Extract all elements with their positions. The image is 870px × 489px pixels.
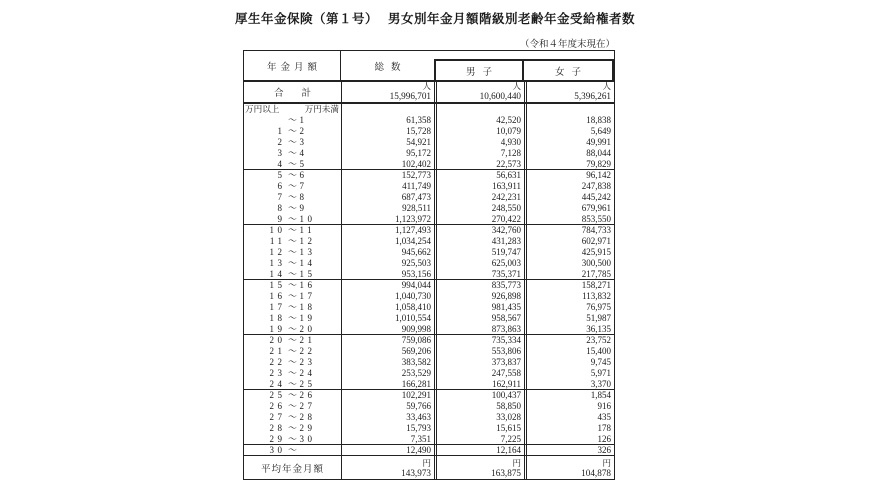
total-value: 928,511	[341, 203, 434, 214]
female-value: 113,832	[524, 291, 614, 302]
male-value: 926,898	[434, 291, 524, 302]
empty-cell	[341, 104, 434, 115]
range-upper-bound: 5	[299, 159, 308, 169]
male-value: 242,231	[434, 192, 524, 203]
total-total-cell	[341, 82, 434, 102]
total-total-value: 15,996,701	[389, 91, 431, 101]
average-row-label: 平均年金月額	[260, 464, 324, 475]
total-value: 12,490	[341, 445, 434, 455]
range-row	[244, 401, 614, 412]
female-value: 88,044	[524, 148, 614, 159]
range-lower-bound: 12	[269, 247, 286, 257]
male-value: 270,422	[434, 214, 524, 224]
range-label	[244, 214, 341, 224]
range-upper-bound: 14	[299, 258, 316, 268]
tilde-separator: ～	[287, 412, 297, 422]
total-value: 1,040,730	[341, 291, 434, 302]
total-value: 411,749	[341, 181, 434, 192]
average-male-value: 163,875	[491, 468, 521, 478]
person-unit: 人	[602, 82, 611, 91]
total-value: 945,662	[341, 247, 434, 258]
range-row	[244, 313, 614, 324]
female-value: 158,271	[524, 280, 614, 291]
tilde-separator: ～	[287, 269, 297, 279]
range-row	[244, 225, 614, 236]
yen-unit: 円	[422, 458, 431, 468]
total-value: 909,998	[341, 324, 434, 334]
range-label	[244, 280, 341, 291]
range-lower-bound: 18	[269, 313, 286, 323]
male-value: 4,930	[434, 137, 524, 148]
female-value: 445,242	[524, 192, 614, 203]
total-value: 33,463	[341, 412, 434, 423]
range-label	[244, 181, 341, 192]
range-row	[244, 357, 614, 368]
tilde-separator: ～	[287, 126, 297, 136]
female-value: 679,961	[524, 203, 614, 214]
range-upper-bound: 18	[299, 302, 316, 312]
male-value: 373,837	[434, 357, 524, 368]
range-row	[244, 170, 614, 181]
range-row	[244, 423, 614, 434]
range-label	[244, 324, 341, 334]
tilde-separator: ～	[287, 148, 297, 158]
range-lower-bound: 21	[269, 346, 286, 356]
range-unit-labels	[244, 104, 341, 115]
range-upper-bound: 27	[299, 401, 316, 411]
range-label	[244, 137, 341, 148]
range-lower-bound: 3	[277, 148, 286, 158]
range-label	[244, 203, 341, 214]
male-value: 247,558	[434, 368, 524, 379]
range-row	[244, 434, 614, 445]
female-value: 49,991	[524, 137, 614, 148]
range-lower-bound: 26	[269, 401, 286, 411]
total-value: 15,793	[341, 423, 434, 434]
tilde-separator: ～	[287, 445, 297, 455]
range-lower-bound: 8	[277, 203, 286, 213]
total-male-value: 10,600,440	[479, 91, 521, 101]
total-value: 7,351	[341, 434, 434, 444]
range-label	[244, 269, 341, 279]
tilde-separator: ～	[287, 401, 297, 411]
range-label	[244, 390, 341, 401]
range-row	[244, 280, 614, 291]
total-value: 1,010,554	[341, 313, 434, 324]
total-value: 15,728	[341, 126, 434, 137]
tilde-separator: ～	[287, 379, 297, 389]
range-upper-bound: 4	[299, 148, 308, 158]
total-value: 569,206	[341, 346, 434, 357]
total-value: 1,058,410	[341, 302, 434, 313]
female-value: 247,838	[524, 181, 614, 192]
range-lower-bound: 5	[277, 170, 286, 180]
range-label	[244, 148, 341, 159]
range-lower-bound: 13	[269, 258, 286, 268]
range-unit-upper: 万円未満	[304, 104, 339, 114]
range-label	[244, 412, 341, 423]
female-value: 5,971	[524, 368, 614, 379]
range-unit-header-row	[244, 104, 614, 115]
range-upper-bound: 19	[299, 313, 316, 323]
female-value: 435	[524, 412, 614, 423]
female-value: 217,785	[524, 269, 614, 279]
tilde-separator: ～	[287, 247, 297, 257]
range-lower-bound: 10	[269, 225, 286, 235]
female-value: 178	[524, 423, 614, 434]
tilde-separator: ～	[287, 225, 297, 235]
female-value: 96,142	[524, 170, 614, 181]
range-row	[244, 346, 614, 357]
total-row	[244, 82, 614, 104]
total-female-value: 5,396,261	[574, 91, 611, 101]
range-label	[244, 258, 341, 269]
title-scheme: 厚生年金保険（第１号）	[234, 12, 378, 26]
range-lower-bound: 27	[269, 412, 286, 422]
male-value: 12,164	[434, 445, 524, 455]
male-value: 835,773	[434, 280, 524, 291]
range-row	[244, 159, 614, 170]
male-value: 431,283	[434, 236, 524, 247]
female-value: 51,987	[524, 313, 614, 324]
range-row	[244, 269, 614, 280]
range-upper-bound: 26	[299, 390, 316, 400]
range-lower-bound: 22	[269, 357, 286, 367]
range-upper-bound: 11	[299, 225, 316, 235]
tilde-separator: ～	[287, 346, 297, 356]
range-label	[244, 445, 341, 455]
range-row	[244, 445, 614, 456]
average-total-cell	[341, 456, 434, 479]
range-label	[244, 368, 341, 379]
total-value: 59,766	[341, 401, 434, 412]
range-upper-bound: 16	[299, 280, 316, 290]
tilde-separator: ～	[287, 159, 297, 169]
total-value: 383,582	[341, 357, 434, 368]
total-value: 61,358	[341, 115, 434, 126]
range-label	[244, 357, 341, 368]
range-row	[244, 302, 614, 313]
tilde-separator: ～	[287, 170, 297, 180]
range-lower-bound: 19	[269, 324, 286, 334]
average-male-cell	[434, 456, 524, 479]
total-value: 166,281	[341, 379, 434, 389]
female-value: 1,854	[524, 390, 614, 401]
tilde-separator: ～	[287, 368, 297, 378]
range-row	[244, 236, 614, 247]
tilde-separator: ～	[287, 302, 297, 312]
pension-table	[243, 50, 615, 480]
tilde-separator: ～	[287, 357, 297, 367]
range-lower-bound: 24	[269, 379, 286, 389]
range-upper-bound: 2	[299, 126, 308, 136]
range-label	[244, 335, 341, 346]
range-upper-bound: 25	[299, 379, 316, 389]
male-value: 873,863	[434, 324, 524, 334]
range-row	[244, 379, 614, 390]
range-row	[244, 291, 614, 302]
range-row	[244, 247, 614, 258]
tilde-separator: ～	[287, 137, 297, 147]
total-value: 953,156	[341, 269, 434, 279]
female-value: 784,733	[524, 225, 614, 236]
range-lower-bound: 25	[269, 390, 286, 400]
female-value: 76,975	[524, 302, 614, 313]
yen-unit: 円	[512, 458, 521, 468]
range-label	[244, 170, 341, 181]
female-value: 36,135	[524, 324, 614, 334]
range-label	[244, 159, 341, 169]
male-value: 56,631	[434, 170, 524, 181]
total-value: 1,127,493	[341, 225, 434, 236]
female-value: 326	[524, 445, 614, 455]
range-upper-bound: 12	[299, 236, 316, 246]
average-female-value: 104,878	[581, 468, 611, 478]
female-value: 9,745	[524, 357, 614, 368]
range-label	[244, 346, 341, 357]
range-lower-bound: 14	[269, 269, 286, 279]
as-of-date-note: （令和４年度末現在）	[519, 40, 615, 50]
range-upper-bound: 24	[299, 368, 316, 378]
total-value: 253,529	[341, 368, 434, 379]
range-lower-bound: 7	[277, 192, 286, 202]
total-male-cell	[434, 82, 524, 102]
range-label	[244, 236, 341, 247]
range-label	[244, 126, 341, 137]
range-upper-bound: 20	[299, 324, 316, 334]
range-label	[244, 313, 341, 324]
total-value: 687,473	[341, 192, 434, 203]
male-value: 7,128	[434, 148, 524, 159]
range-lower-bound: 28	[269, 423, 286, 433]
male-value: 958,567	[434, 313, 524, 324]
range-row	[244, 126, 614, 137]
range-lower-bound: 2	[277, 137, 286, 147]
range-row	[244, 192, 614, 203]
title-subject: 男女別年金月額階級別老齢年金受給権者数	[388, 12, 636, 26]
tilde-separator: ～	[287, 192, 297, 202]
range-upper-bound: 15	[299, 269, 316, 279]
tilde-separator: ～	[287, 181, 297, 191]
range-label	[244, 401, 341, 412]
total-female-cell	[524, 82, 614, 102]
col-header-range: 年金月額	[244, 51, 341, 80]
range-upper-bound	[300, 445, 333, 455]
male-value: 163,911	[434, 181, 524, 192]
gender-group-box	[434, 59, 614, 80]
total-value: 102,291	[341, 390, 434, 401]
range-lower-bound: 23	[269, 368, 286, 378]
female-value: 18,838	[524, 115, 614, 126]
female-value: 126	[524, 434, 614, 444]
male-value: 42,520	[434, 115, 524, 126]
range-lower-bound: 29	[269, 434, 286, 444]
range-row	[244, 214, 614, 225]
range-upper-bound: 7	[299, 181, 308, 191]
range-row	[244, 390, 614, 401]
range-label	[244, 434, 341, 444]
total-value: 54,921	[341, 137, 434, 148]
male-value: 22,573	[434, 159, 524, 169]
range-upper-bound: 10	[299, 214, 316, 224]
female-value: 79,829	[524, 159, 614, 169]
male-value: 519,747	[434, 247, 524, 258]
male-value: 58,850	[434, 401, 524, 412]
range-lower-bound: 1	[277, 126, 286, 136]
total-value: 1,034,254	[341, 236, 434, 247]
female-value: 3,370	[524, 379, 614, 389]
range-row	[244, 324, 614, 335]
col-header-female: 女子	[554, 67, 588, 78]
range-row	[244, 115, 614, 126]
table-body	[244, 115, 614, 456]
male-value: 248,550	[434, 203, 524, 214]
tilde-separator: ～	[287, 324, 297, 334]
range-upper-bound: 22	[299, 346, 316, 356]
female-value: 916	[524, 401, 614, 412]
tilde-separator: ～	[287, 423, 297, 433]
male-value: 33,028	[434, 412, 524, 423]
female-value: 853,550	[524, 214, 614, 224]
person-unit: 人	[512, 82, 521, 91]
total-value: 759,086	[341, 335, 434, 346]
average-row	[244, 456, 614, 479]
tilde-separator: ～	[287, 115, 297, 125]
yen-unit: 円	[602, 458, 611, 468]
range-row	[244, 148, 614, 159]
male-value: 100,437	[434, 390, 524, 401]
range-upper-bound: 30	[299, 434, 316, 444]
tilde-separator: ～	[287, 258, 297, 268]
range-label	[244, 192, 341, 203]
female-value: 602,971	[524, 236, 614, 247]
range-upper-bound: 17	[299, 291, 316, 301]
tilde-separator: ～	[287, 214, 297, 224]
range-label	[244, 115, 341, 126]
range-lower-bound: 11	[269, 236, 286, 246]
empty-cell	[524, 104, 614, 115]
average-total-value: 143,973	[401, 468, 431, 478]
range-label	[244, 291, 341, 302]
range-upper-bound: 29	[299, 423, 316, 433]
col-header-total: 総数	[374, 62, 408, 73]
range-upper-bound: 28	[299, 412, 316, 422]
total-value: 1,123,972	[341, 214, 434, 224]
range-label	[244, 379, 341, 389]
total-row-label: 合計	[273, 89, 329, 99]
average-female-cell	[524, 456, 614, 479]
female-value: 300,500	[524, 258, 614, 269]
male-value: 10,079	[434, 126, 524, 137]
range-row	[244, 203, 614, 214]
page-title	[0, 9, 870, 27]
total-value: 152,773	[341, 170, 434, 181]
range-row	[244, 258, 614, 269]
female-value: 425,915	[524, 247, 614, 258]
range-lower-bound	[253, 115, 286, 126]
range-lower-bound: 15	[269, 280, 286, 290]
range-lower-bound: 20	[269, 335, 286, 345]
range-row	[244, 137, 614, 148]
male-value: 625,003	[434, 258, 524, 269]
total-value: 925,503	[341, 258, 434, 269]
tilde-separator: ～	[287, 280, 297, 290]
range-lower-bound: 4	[277, 159, 286, 169]
range-upper-bound: 23	[299, 357, 316, 367]
tilde-separator: ～	[287, 291, 297, 301]
tilde-separator: ～	[287, 313, 297, 323]
male-value: 981,435	[434, 302, 524, 313]
female-value: 23,752	[524, 335, 614, 346]
male-value: 553,806	[434, 346, 524, 357]
range-row	[244, 368, 614, 379]
range-lower-bound: 17	[269, 302, 286, 312]
range-label	[244, 423, 341, 434]
male-value: 15,615	[434, 423, 524, 434]
tilde-separator: ～	[287, 335, 297, 345]
range-label	[244, 225, 341, 236]
male-value: 162,911	[434, 379, 524, 389]
range-upper-bound: 8	[299, 192, 308, 202]
female-value: 5,649	[524, 126, 614, 137]
total-value: 95,172	[341, 148, 434, 159]
range-unit-lower: 万円以上	[245, 104, 280, 114]
range-row	[244, 181, 614, 192]
person-unit: 人	[422, 82, 431, 91]
range-label	[244, 302, 341, 313]
total-value: 102,402	[341, 159, 434, 169]
total-value: 994,044	[341, 280, 434, 291]
range-upper-bound: 3	[299, 137, 308, 147]
tilde-separator: ～	[287, 203, 297, 213]
range-lower-bound: 16	[269, 291, 286, 301]
range-label	[244, 247, 341, 258]
tilde-separator: ～	[287, 434, 297, 444]
male-value: 342,760	[434, 225, 524, 236]
range-lower-bound: 30	[269, 445, 286, 455]
male-value: 735,371	[434, 269, 524, 279]
range-upper-bound: 13	[299, 247, 316, 257]
col-header-male: 男子	[436, 61, 524, 80]
range-row	[244, 335, 614, 346]
range-upper-bound: 9	[299, 203, 308, 213]
range-lower-bound: 6	[277, 181, 286, 191]
range-upper-bound: 1	[299, 115, 308, 125]
range-lower-bound: 9	[277, 214, 286, 224]
range-upper-bound: 21	[299, 335, 316, 345]
male-value: 735,334	[434, 335, 524, 346]
table-header	[244, 51, 614, 82]
tilde-separator: ～	[287, 390, 297, 400]
range-row	[244, 412, 614, 423]
range-upper-bound: 6	[299, 170, 308, 180]
empty-cell	[434, 104, 524, 115]
female-value: 15,400	[524, 346, 614, 357]
male-value: 7,225	[434, 434, 524, 444]
tilde-separator: ～	[287, 236, 297, 246]
